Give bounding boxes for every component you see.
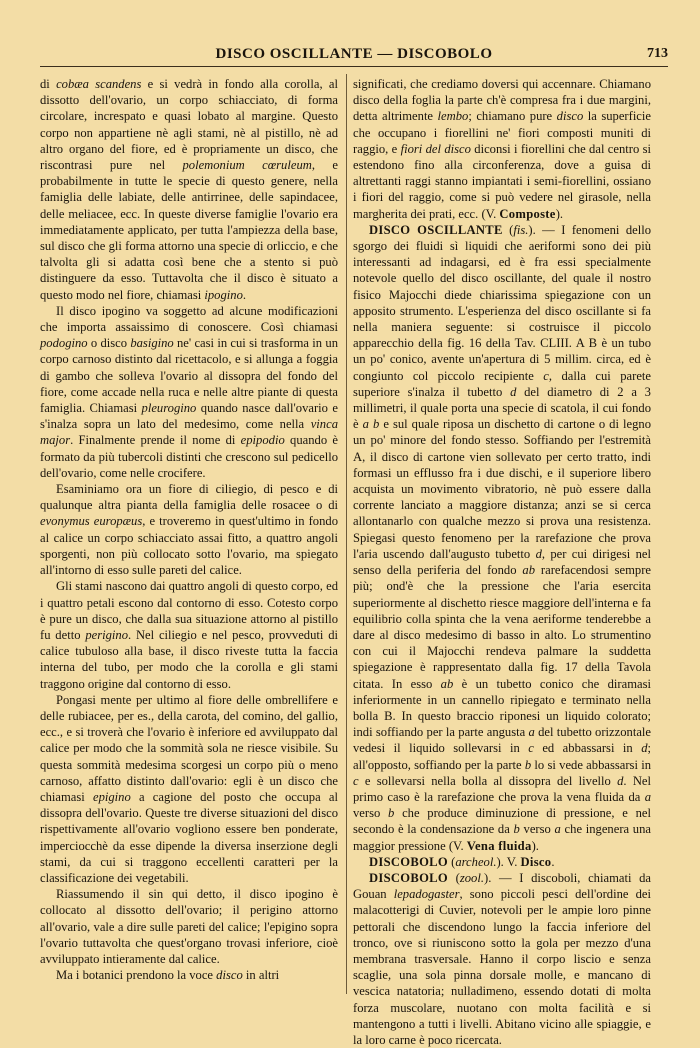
entry-discobolo-zool (353, 870, 651, 1048)
text-run: ; all'opposto, soffiando per la parte (353, 741, 651, 772)
text-run: . (551, 854, 555, 869)
italic-term: b (388, 806, 395, 821)
text-run: ). V. (496, 854, 521, 869)
column-divider (346, 74, 347, 994)
italic-term: b (513, 822, 520, 837)
paragraph (40, 692, 338, 886)
paragraph (353, 76, 651, 222)
paragraph (40, 967, 338, 983)
paragraph (40, 578, 338, 691)
text-run: e sollevarsi nella bolla al dissopra del livello (358, 773, 618, 788)
italic-term: a (528, 725, 535, 740)
paragraph (40, 886, 338, 967)
italic-term: ab (440, 676, 454, 691)
text-run: Riassumendo il sin qui detto, il disco ipogino è collocato al dissotto dell'ovario; il perigino attorno all'ovario, vale a dire sulle pareti del calice; l'epigino sopra l'ovario tuttavolta che quest'organo trovasi inferiore, cioè avviluppato intieramente dal calice. (40, 887, 338, 966)
paragraph (40, 303, 338, 481)
text-run: , e troveremo in quest'ultimo in fondo al calice un corpo schiacciato assai fitto, a quattro angoli sporgenti, non più collocato sotto l'ovario, ma spiegato all'intorno di esso sulle pareti del calice. (40, 514, 338, 578)
bold-term: DISCOBOLO (369, 854, 448, 869)
text-run: Il disco ipogino va soggetto ad alcune modificazioni che importa assaissimo di conoscere. Così chiamasi (40, 303, 338, 335)
italic-term: a (554, 822, 561, 837)
text-run: ed abbassarsi in (533, 741, 642, 756)
text-run: ; chiamano pure (468, 109, 557, 124)
italic-term: d (535, 546, 542, 561)
text-run: quando nasce dall'ovario e s'inalza sopra un lato del medesimo, come nella (40, 401, 338, 432)
italic-term: podogino (40, 336, 88, 351)
italic-term: pleurogino (141, 401, 197, 416)
text-run: , dalla cui parete superiore s'inalza il tubetto (353, 368, 651, 399)
text-run: lo si vede abbassarsi in (531, 757, 651, 772)
running-header (40, 44, 668, 67)
text-run: ( (447, 870, 460, 885)
paragraph (40, 76, 338, 303)
bold-term: DISCOBOLO (369, 870, 448, 885)
italic-term: b (524, 757, 532, 772)
italic-term: vinca major (40, 417, 338, 448)
italic-term: d (641, 741, 648, 756)
italic-term: zool. (459, 870, 484, 885)
text-run: Gli stami nascono dai quattro angoli di questo corpo, ed i quattro petali escono dal contorno di esso. Cotesto corpo è pure un disco, che dalla sua situazione attorno al pistillo fu detto (40, 579, 338, 642)
bold-term: Disco (520, 854, 552, 869)
text-run: e sul quale riposa un dischetto di cartone o di legno un po' minore del fondo stesso. Soffiando per l'estremità A, il disco di cartone vien sollevato per certo tratto, indi formasi un efflusso fra i due dischi, e il superiore libero acquista un movimento vibratorio, nè può essere dalla corrente lanciato a maggiore distanza; anzi se si cerca allontanarlo con qualche mezzo si prova una resistenza. Spiegasi questo fenomeno per la rarefazione che prova l'aria uscendo dall'augusto tubetto (353, 417, 651, 561)
text-run: . Nel primo caso è la rarefazione che prova la vena fluida da (353, 773, 652, 804)
text-run: quando è formato da più tubercoli distinti che crescono sul pedicello dell'ovario, come nelle crocifere. (40, 433, 338, 480)
italic-term: lembo (437, 109, 469, 124)
italic-term: cobæa scandens (56, 77, 142, 91)
text-run: , per cui dirigesi nel senso della periferia del fondo (353, 546, 652, 578)
italic-term: epipodio (240, 433, 285, 448)
text-run: Pongasi mente per ultimo al fiore delle ombrellifere e delle rubiacee, per es., della carota, del comino, del gallio, ecc., e si troverà che l'ovario è inferiore ed avviluppato dal calice per modo che la sommità sola ne riesce visibile. Su questa sommità medesima scorgesi un corpo più o meno carnoso, affatto distinto dall'ovario: egli è un disco che chiamasi (40, 692, 338, 804)
bold-term: Composte (499, 206, 556, 221)
text-run: Ma i botanici prendono la voce (56, 968, 217, 983)
left-column (40, 76, 338, 983)
text-run: verso (353, 806, 389, 821)
text-run: Esaminiamo ora un fiore di ciliegio, di pesco e di qualunque altra pianta della famiglia delle rosacee o di (40, 482, 338, 513)
text-run: verso (519, 822, 555, 837)
italic-term: fiori del disco (400, 141, 471, 156)
italic-term: a (644, 789, 651, 804)
right-column (353, 76, 651, 1048)
italic-term: basigino (130, 336, 174, 351)
text-run: o disco (87, 336, 131, 351)
italic-term: c (543, 368, 549, 383)
text-run: . (242, 287, 247, 302)
italic-term: a b (362, 417, 380, 432)
italic-term: disco (556, 109, 584, 124)
text-run: . Finalmente prende il nome di (70, 433, 241, 448)
text-run: che ingenera una maggior pressione (V. (353, 822, 651, 853)
text-run: in altri (242, 968, 280, 983)
italic-term: d (617, 773, 624, 788)
italic-term: lepadogaster (393, 887, 460, 902)
text-run: . Nel ciliegio e nel pesco, provveduti di calice tubuloso alla base, il disco riveste tutta la faccia interna del tubo, per modo che la corolla e gli stami traggono origine dal contorno di esso. (40, 627, 338, 691)
text-run: del tubetto orizzontale vedesi il liquido sollevarsi in (353, 725, 651, 756)
text-run: ). (531, 838, 539, 853)
paragraph (40, 481, 338, 578)
italic-term: c (528, 741, 534, 756)
italic-term: ipogino (204, 287, 243, 302)
entry-discobolo-archeol (353, 854, 651, 870)
italic-term: c (353, 773, 359, 788)
text-run: di (40, 77, 57, 91)
text-run: , e probabilmente in tutte le specie di questo genere, nella famiglia delle labiate, delle antirrinee, delle sapindacee, delle meliacee, ecc. In queste diverse famiglie l'ovario era immediatamente applicato, per tutta l'ampiezza della base, sul disco che gli forma attorno una specie di orliccio, e che talvolta gli si adatta così bene che a stento si può distinguere da esso. Tuttavolta che il disco è situato a questo modo nel fiore, chiamasi (40, 158, 339, 302)
text-run: diconsi i fiorellini che dal centro si estendono fino alla circonferenza, dove a guisa di altrettanti raggi stanno impiantati i semi-fiorellini, ossiano i fiori del raggio, come si può vedere nel girasole, nella margherita dei prati, ecc. (V. (353, 141, 651, 221)
text-run: , sono piccoli pesci dell'ordine dei malacotterigi di Cuvier, notevoli per le ampie loro pinne pettorali che discendono lungo la faccia inferiore del tronco, ove si riuniscono sotto la gola per mezzo d'una membrana trasversale. Hanno il corpo liscio e senza scaglie, una sola pinna dorsale molle, e mancano di vescica natatoria; nulladimeno, essendo dotati di molta forza muscolare, nuotano con molta facilità e si mantengono a tutti i livelli. Abitano vicino alle spiaggie, e la loro carne è poco ricercata. (353, 887, 651, 1047)
text-run: ( (502, 222, 514, 237)
entry-disco-oscillante (353, 222, 651, 854)
header-title: DISCO OSCILLANTE — DISCOBOLO (215, 46, 493, 62)
italic-term: evonymus europæus (40, 514, 143, 529)
text-run: ). — I fenomeni dello sgorgo dei fluidi sì liquidi che aeriformi sono dei più interessanti ad indagarsi, ed è fra essi specialmente notevole quello del disco oscillante, del quale il nostro fisico Majocchi diede chiarissima spiegazione con un apposito strumento. L'esperienza del disco oscillante si fa nella maniera seguente: si costruisce il piccolo apparecchio della fig. 16 della Tav. CLIII. A B è un tubo un po' conico, avente un'apertura di 5 millim. circa, ed è congiunto col piccolo recipiente (353, 222, 651, 383)
text-run: è un tubetto conico che diramasi inferiormente in un cannello ripiegato e terminato nella bolla B. In questo braccio riponesi un liquido colorato; indi soffiando per la parte angusta (353, 676, 651, 740)
text-run: rarefacendosi sempre più; ond'è che la pressione che l'aria esercita superiormente al dischetto riesce maggiore dell'interna e fa equilibrio colla spinta che la vena aeriforme tenderebbe a dare al disco medesimo di basso in alto. Lo strumentino con cui il Majocchi rendeva palmare la suddetta spiegazione è rappresentato dalla fig. 17 della Tavola citata. In esso (353, 563, 651, 691)
bold-term: DISCO OSCILLANTE (369, 222, 503, 237)
page-number: 713 (647, 46, 668, 61)
italic-term: epigino (92, 789, 131, 804)
italic-term: fis. (513, 222, 529, 237)
text-run: a cagione del posto che occupa al dissopra dell'ovario. Queste tre diverse situazioni del disco rispettivamente all'ovario vogliono essere ben ponderate, imperciocchè da esse dipende la diversa inserzione degli stami, da cui si traggono eccellenti caratteri per la classificazione dei vegetabili. (40, 789, 338, 885)
text-run: ne' casi in cui si trasforma in un corpo carnoso distinto dal ricettacolo, e si allunga a foggia di gambo che solleva l'ovario al dissopra del fondo del fiore, come accade nella ruca e nelle altre piante di questa famiglia. Chiamasi (40, 336, 338, 416)
text-run: la superficie che occupano i fiorellini ne' fiori composti muniti di raggio, e (353, 109, 651, 156)
text-run: e si vedrà in fondo alla corolla, al dissotto dell'ovario, un corpo schiacciato, di forma circolare, increspato e quasi lobato al margine. Questo corpo non appartiene nè agli stami, nè al pistillo, nè ad altro organo del fiore, ed è propriamente un disco, che riscontrasi pure nel (40, 77, 338, 173)
text-run: significati, che crediamo doversi qui accennare. Chiamano disco della foglia la parte ch'è compresa fra i due margini, detta altrimente (353, 77, 651, 124)
italic-term: disco (216, 968, 243, 983)
italic-term: archeol. (455, 854, 497, 869)
text-run: che produce diminuzione di pressione, e nel secondo è la condensazione da (353, 806, 651, 837)
bold-term: Vena fluida (466, 838, 532, 853)
text-run: ). — I discoboli, chiamati da Gouan (353, 870, 651, 902)
italic-term: d (510, 384, 517, 399)
text-run: ). (555, 206, 564, 221)
text-run: del diametro di 2 a 3 millimetri, il quale porta una specie di scatola, il cui fondo è (353, 384, 651, 432)
italic-term: ab (522, 563, 535, 578)
italic-term: polemonium cœruleum (182, 158, 312, 173)
text-run: ( (447, 854, 456, 869)
italic-term: perigino (85, 627, 128, 642)
